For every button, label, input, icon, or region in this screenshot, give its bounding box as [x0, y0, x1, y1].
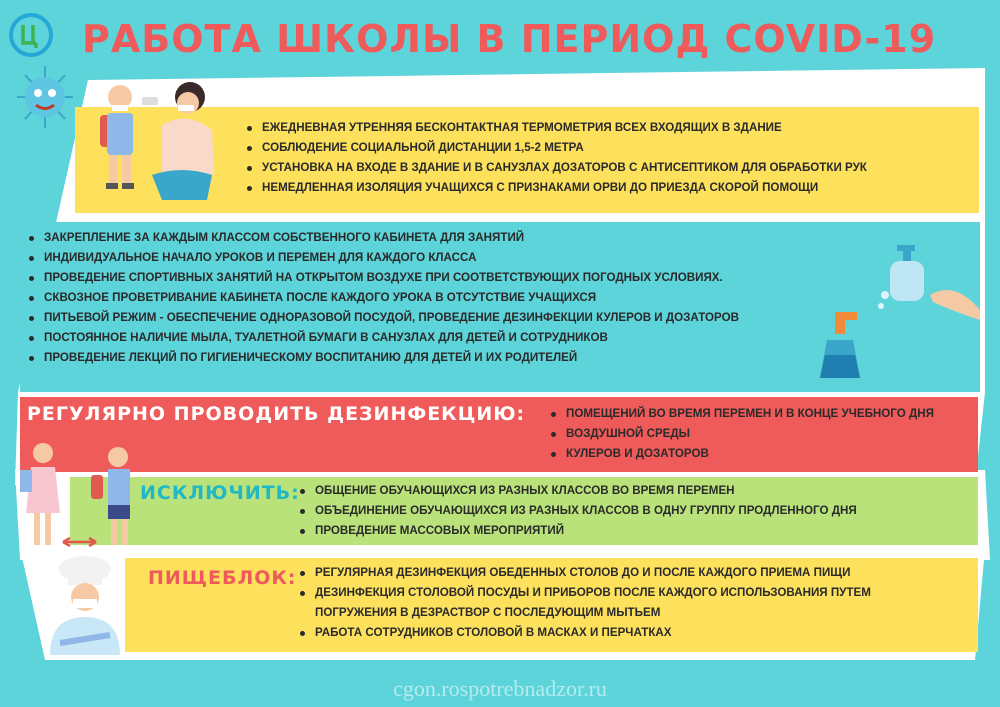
list-item: УСТАНОВКА НА ВХОДЕ В ЗДАНИЕ И В САНУЗЛАХ ДОЗАТОРОВ С АНТИСЕПТИКОМ ДЛЯ ОБРАБОТКИ РУК [244, 158, 974, 178]
list-item: ОБЪЕДИНЕНИЕ ОБУЧАЮЩИХСЯ ИЗ РАЗНЫХ КЛАССОВ В ОДНУ ГРУППУ ПРОДЛЕННОГО ДНЯ [297, 501, 977, 521]
disinfection-heading: РЕГУЛЯРНО ПРОВОДИТЬ ДЕЗИНФЕКЦИЮ: [27, 403, 526, 425]
list-item: ОБЩЕНИЕ ОБУЧАЮЩИХСЯ ИЗ РАЗНЫХ КЛАССОВ ВО ВРЕМЯ ПЕРЕМЕН [297, 481, 977, 501]
chef-illustration [40, 555, 125, 660]
list-item [297, 583, 977, 623]
exclude-heading: ИСКЛЮЧИТЬ: [140, 482, 300, 504]
page-title: РАБОТА ШКОЛЫ В ПЕРИОД COVID-19 [82, 17, 937, 61]
list-item: ПРОВЕДЕНИЕ СПОРТИВНЫХ ЗАНЯТИЙ НА ОТКРЫТОМ ВОЗДУХЕ ПРИ СООТВЕТСТВУЮЩИХ ПОГОДНЫХ УСЛОВИЯХ. [26, 268, 816, 288]
list-item: ЕЖЕДНЕВНАЯ УТРЕННЯЯ БЕСКОНТАКТНАЯ ТЕРМОМЕТРИЯ ВСЕХ ВХОДЯЩИХ В ЗДАНИЕ [244, 118, 974, 138]
list-hygiene [244, 118, 974, 198]
list-canteen [297, 563, 977, 643]
virus-icon [15, 62, 75, 132]
list-item: РЕГУЛЯРНАЯ ДЕЗИНФЕКЦИЯ ОБЕДЕННЫХ СТОЛОВ ДО И ПОСЛЕ КАЖДОГО ПРИЕМА ПИЩИ [297, 563, 977, 583]
list-item-continuation: ПОГРУЖЕНИЯ В ДЕЗРАСТВОР С ПОСЛЕДУЮЩИМ МЫТЬЕМ [315, 606, 661, 619]
list-item: НЕМЕДЛЕННАЯ ИЗОЛЯЦИЯ УЧАЩИХСЯ С ПРИЗНАКАМИ ОРВИ ДО ПРИЕЗДА СКОРОЙ ПОМОЩИ [244, 178, 974, 198]
list-item: ЗАКРЕПЛЕНИЕ ЗА КАЖДЫМ КЛАССОМ СОБСТВЕННОГО КАБИНЕТА ДЛЯ ЗАНЯТИЙ [26, 228, 816, 248]
list-item: СОБЛЮДЕНИЕ СОЦИАЛЬНОЙ ДИСТАНЦИИ 1,5-2 МЕТРА [244, 138, 974, 158]
list-item: РАБОТА СОТРУДНИКОВ СТОЛОВОЙ В МАСКАХ И ПЕРЧАТКАХ [297, 623, 977, 643]
list-item-text: ДЕЗИНФЕКЦИЯ СТОЛОВОЙ ПОСУДЫ И ПРИБОРОВ ПОСЛЕ КАЖДОГО ИСПОЛЬЗОВАНИЯ ПУТЕМ [315, 586, 871, 599]
list-item: СКВОЗНОЕ ПРОВЕТРИВАНИЕ КАБИНЕТА ПОСЛЕ КАЖДОГО УРОКА В ОТСУТСТВИЕ УЧАЩИХСЯ [26, 288, 816, 308]
list-item: ИНДИВИДУАЛЬНОЕ НАЧАЛО УРОКОВ И ПЕРЕМЕН ДЛЯ КАЖДОГО КЛАССА [26, 248, 816, 268]
list-item: КУЛЕРОВ И ДОЗАТОРОВ [548, 444, 973, 464]
canteen-heading: ПИЩЕБЛОК: [148, 567, 297, 589]
hand-sanitizer-icon [875, 240, 980, 325]
list-item: ПРОВЕДЕНИЕ МАССОВЫХ МЕРОПРИЯТИЙ [297, 521, 977, 541]
list-disinfection [548, 404, 973, 464]
list-item: ПОСТОЯННОЕ НАЛИЧИЕ МЫЛА, ТУАЛЕТНОЙ БУМАГИ В САНУЗЛАХ ДЛЯ ДЕТЕЙ И СОТРУДНИКОВ [26, 328, 816, 348]
list-exclude [297, 481, 977, 541]
footer-url: cgon.rospotrebnadzor.ru [393, 676, 607, 701]
teacher-thermometer-illustration [92, 75, 242, 210]
list-organization [26, 228, 816, 368]
list-item: ПИТЬЕВОЙ РЕЖИМ - ОБЕСПЕЧЕНИЕ ОДНОРАЗОВОЙ ПОСУДОЙ, ПРОВЕДЕНИЕ ДЕЗИНФЕКЦИИ КУЛЕРОВ И ДОЗАТОРОВ [26, 308, 816, 328]
children-distance-illustration [18, 435, 138, 557]
list-item: ПОМЕЩЕНИЙ ВО ВРЕМЯ ПЕРЕМЕН И В КОНЦЕ УЧЕБНОГО ДНЯ [548, 404, 973, 424]
list-item: ВОЗДУШНОЙ СРЕДЫ [548, 424, 973, 444]
spray-bottle-icon [815, 310, 865, 380]
list-item: ПРОВЕДЕНИЕ ЛЕКЦИЙ ПО ГИГИЕНИЧЕСКОМУ ВОСПИТАНИЮ ДЛЯ ДЕТЕЙ И ИХ РОДИТЕЛЕЙ [26, 348, 816, 368]
